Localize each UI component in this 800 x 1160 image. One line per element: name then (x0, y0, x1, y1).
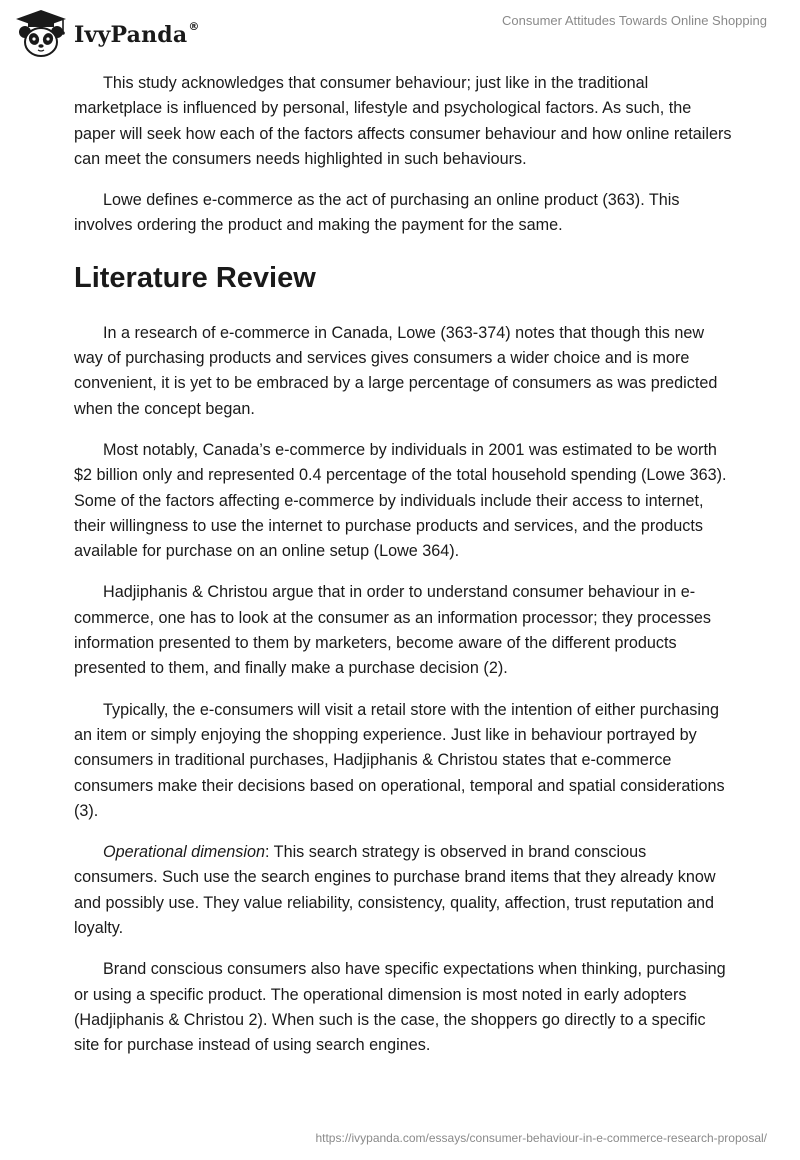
operational-dimension-term: Operational dimension (103, 843, 265, 862)
ivypanda-logo[interactable] (14, 8, 200, 58)
panda-graduate-icon (14, 8, 68, 58)
intro-paragraph-1: This study acknowledges that consumer behaviour; just like in the traditional marketplace is influenced by personal, lifestyle and psychological factors. As such, the paper will seek how each of the factors affects consumer behaviour and how online retailers can meet the consumers needs highlighted in such behaviours. (74, 74, 732, 168)
essay-body (74, 71, 734, 1075)
review-paragraph-2: Most notably, Canada’s e-commerce by individuals in 2001 was estimated to be worth $2 billion only and represented 0.4 percentage of the total household spending (Lowe 363). Some of the factors affecting e-commerce by individuals include their access to internet, their willingness to use the internet to purchase products and services, and the products available for purchase on an online setup (Lowe 364). (74, 440, 727, 561)
document-title: Consumer Attitudes Towards Online Shopping (502, 13, 767, 28)
closing-paragraph: Brand conscious consumers also have specific expectations when thinking, purchasing or using a specific product. The operational dimension is most noted in early adopters (Hadjiphanis & Christou 2). When such is the case, the shoppers go directly to a specific site for purchase instead of using search engines. (74, 960, 726, 1055)
registered-mark: ® (188, 20, 200, 33)
page-header (0, 0, 800, 66)
review-paragraph-4: Typically, the e-consumers will visit a retail store with the intention of either purchasing an item or simply enjoying the shopping experience. Just like in behaviour portrayed by consumers in traditional purchases, Hadjiphanis & Christou states that e-commerce consumers make their decisions based on operational, temporal and spatial considerations (3). (74, 700, 725, 820)
section-heading-literature-review: Literature Review (74, 261, 316, 294)
operational-dimension-text: : This search strategy is observed in brand conscious consumers. Such use the search engines to purchase brand items that they already know and possibly use. They value reliability, consistency, quality, affection, trust reputation and loyalty. (74, 843, 716, 938)
brand-name: IvyPanda® (74, 20, 200, 48)
review-paragraph-3: Hadjiphanis & Christou argue that in order to understand consumer behaviour in e-commerce, one has to look at the consumer as an information processor; they processes information presented to them by marketers, become aware of the different products presented to them, and finally make a purchase decision (2). (74, 583, 712, 678)
review-paragraph-1: In a research of e-commerce in Canada, Lowe (363-374) notes that though this new way of purchasing products and services gives consumers a wider choice and is more convenient, it is yet to be embraced by a large percentage of consumers as was predicted when the concept began. (74, 323, 718, 418)
intro-paragraph-2: Lowe defines e-commerce as the act of purchasing an online product (363). This involves ordering the product and making the payment for the same. (74, 191, 680, 235)
operational-dimension-paragraph (74, 840, 734, 941)
source-url[interactable]: https://ivypanda.com/essays/consumer-behaviour-in-e-commerce-research-proposal/ (315, 1131, 767, 1145)
